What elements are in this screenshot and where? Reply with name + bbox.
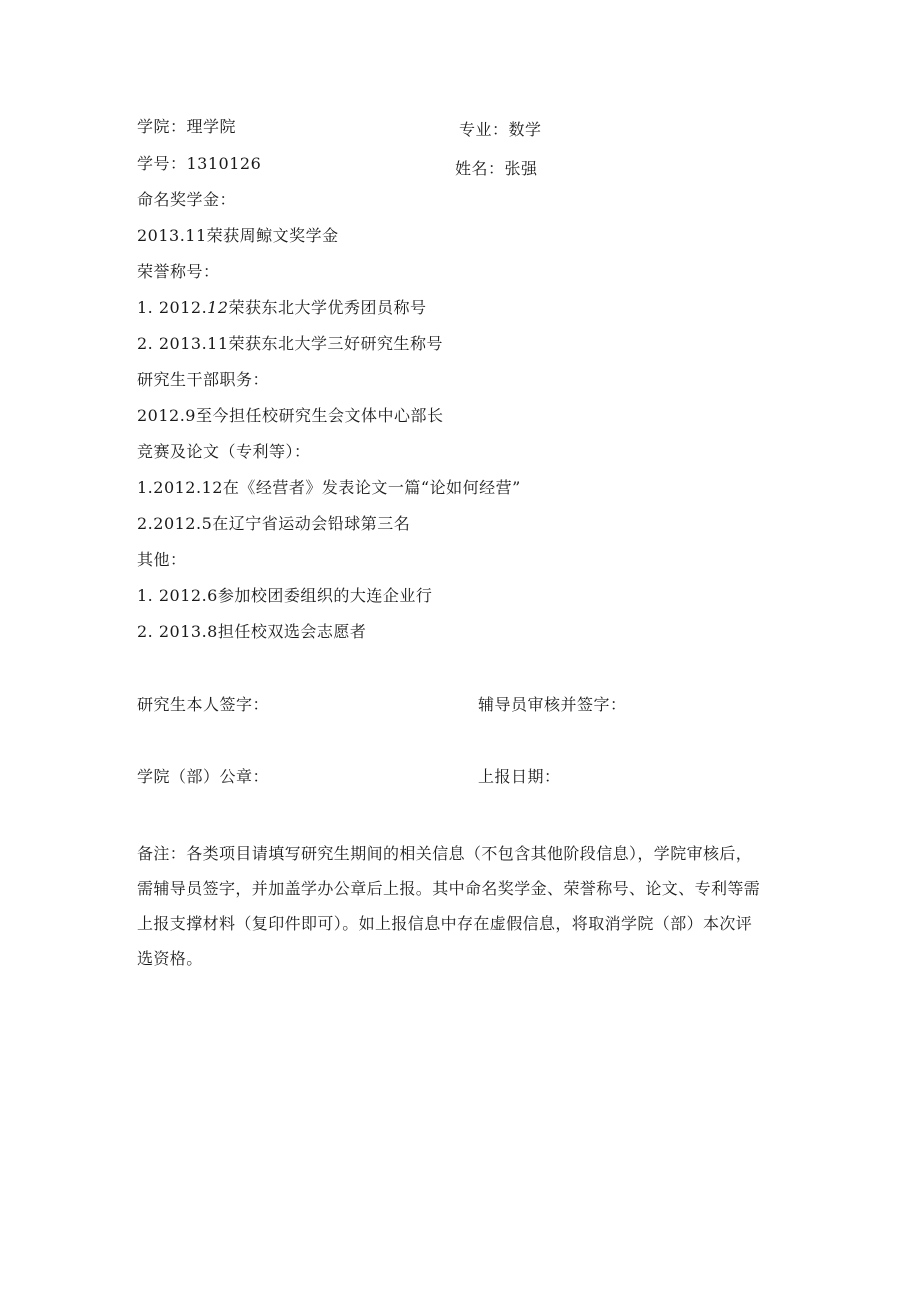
report-date-label: 上报日期： (478, 767, 561, 786)
competition-item-1: 1.2012.12在《经营者》发表论文一篇“论如何经营” (137, 478, 521, 497)
competition-item-2: 2.2012.5在辽宁省运动会铅球第三名 (137, 514, 411, 533)
scholarship-item: 2013.11荣获周鲸文奖学金 (137, 226, 339, 245)
remarks-line-3: 上报支撑材料（复印件即可）。如上报信息中存在虚假信息，将取消学院（部）本次评 (137, 914, 753, 933)
student-signature-label: 研究生本人签字： (137, 695, 270, 714)
remarks-line-4: 选资格。 (137, 949, 203, 968)
remarks-line-1: 备注：各类项目请填写研究生期间的相关信息（不包含其他阶段信息），学院审核后， (137, 844, 753, 863)
college-seal-label: 学院（部）公章： (137, 767, 270, 786)
honors-item-1-prefix: 1. 2012. (137, 298, 208, 317)
honors-item-1-suffix: 荣获东北大学优秀团员称号 (228, 298, 427, 317)
honors-item-1 (137, 298, 427, 318)
other-item-1: 1. 2012.6参加校团委组织的大连企业行 (137, 586, 433, 605)
honors-item-1-italic: 12 (207, 298, 229, 317)
honors-item-2: 2. 2013.11荣获东北大学三好研究生称号 (137, 334, 444, 353)
college-field: 学院：理学院 (137, 117, 237, 136)
other-heading: 其他： (137, 550, 187, 569)
remarks-block (137, 836, 797, 976)
honors-heading: 荣誉称号： (137, 262, 220, 281)
scholarship-heading: 命名奖学金： (137, 190, 237, 209)
name-field: 姓名：张强 (455, 159, 538, 178)
cadre-item: 2012.9至今担任校研究生会文体中心部长 (137, 406, 444, 425)
major-field: 专业：数学 (459, 120, 542, 139)
other-item-2: 2. 2013.8担任校双选会志愿者 (137, 622, 367, 641)
cadre-heading: 研究生干部职务： (137, 370, 270, 389)
counselor-signature-label: 辅导员审核并签字： (478, 695, 627, 714)
competition-heading: 竞赛及论文（专利等）： (137, 442, 311, 461)
student-id-field: 学号：1310126 (137, 154, 262, 173)
remarks-line-2: 需辅导员签字，并加盖学办公章后上报。其中命名奖学金、荣誉称号、论文、专利等需 (137, 879, 761, 898)
